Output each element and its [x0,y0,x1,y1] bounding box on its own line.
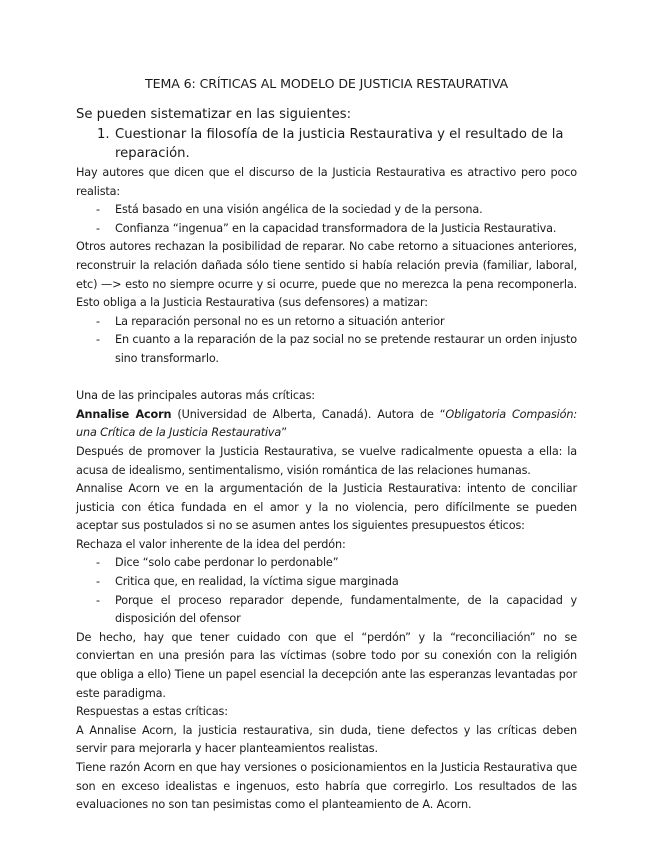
paragraph-defects: A Annalise Acorn, la justicia restaurativa, sin duda, tiene defectos y las críticas deben servir para mejorarla y hacer planteamientos realistas. [76,723,577,756]
numbered-item-text: Cuestionar la filosofía de la justicia Restaurativa y el resultado de la reparación. [115,127,564,161]
paragraph-forgiveness: Rechaza el valor inherente de la idea del perdón: [76,537,346,551]
list-item: - Porque el proceso reparador depende, fundamentalmente, de la capacidad y disposición del ofensor [96,593,577,626]
paragraph-pressure: De hecho, hay que tener cuidado con que el “perdón” y la “reconciliación” no se conviertan en una presión para las víctimas (sobre todo por su conexión con la religión que obliga a ello) Tiene un papel esencial la decepción ante las esperanzas levantadas por este paradigma. [76,630,577,700]
paragraph-realism: Hay autores que dicen que el discurso de la Justicia Restaurativa es atractivo pero poco realista: [76,166,577,198]
list-item: - La reparación personal no es un retorno a situación anterior [96,314,445,328]
paragraph-acorn: Annalise Acorn (Universidad de Alberta, Canadá). Autora de “Obligatoria Compasión: una Crítica de la Justicia Restaurativa” [76,407,577,440]
list-critiques [76,201,577,238]
numbered-item-number: 1. [97,127,110,142]
blank-line [76,369,577,388]
author-name: Annalise Acorn [76,407,172,421]
paragraph-conclusion: Tiene razón Acorn en que hay versiones o posicionamientos en la Justicia Restaurativa que son en exceso idealistas e ingenuos, esto habría que corregirlo. Los resultados de las evaluaciones no son tan pesimistas como el planteamiento de A. Acorn. [76,761,577,812]
list-item: - En cuanto a la reparación de la paz social no se pretende restaurar un orden injusto sino transformarlo. [96,333,577,365]
list-nuances [76,313,577,369]
paragraph-responses: Respuestas a estas críticas: [76,705,228,719]
list-item: - Dice “solo cabe perdonar lo perdonable” [96,556,339,570]
list-item: - Está basado en una visión angélica de la sociedad y de la persona. [96,203,483,217]
list-item: - Confianza “ingenua” en la capacidad transformadora de la Justicia Restaurativa. [96,221,557,235]
list-forgiveness [76,554,577,628]
page-title: TEMA 6: CRÍTICAS AL MODELO DE JUSTICIA RESTAURATIVA [145,76,508,91]
paragraph-repair: Otros autores rechazan la posibilidad de reparar. No cabe retorno a situaciones anteriores, reconstruir la relación dañada sólo tiene sentido si había relación previa (familiar, laboral, etc) —> esto no siempre ocurre y si ocurre, puede que no merezca la pena recomponerla. Esto obliga a la Justicia Restaurativa (sus defensores) a matizar: [76,240,577,310]
numbered-item [97,125,577,163]
list-item: - Critica que, en realidad, la víctima sigue marginada [96,575,399,589]
paragraph-critical-authors: Una de las principales autoras más críticas: [76,389,315,403]
book-title: Obligatoria Compasión: una Crítica de la Justicia Restaurativa [76,407,577,440]
paragraph-argumentation: Annalise Acorn ve en la argumentación de la Justicia Restaurativa: intento de conciliar justicia con ética fundada en el amor y la no violencia, pero difícilmente se pueden aceptar sus postulados si no se asumen antes los siguientes presupuestos éticos: [76,482,577,533]
intro-text: Se pueden sistematizar en las siguientes: [76,107,352,122]
paragraph-opposition: Después de promover la Justicia Restaurativa, se vuelve radicalmente opuesta a ella: la acusa de idealismo, sentimentalismo, visión romántica de las relaciones humanas. [76,444,577,477]
